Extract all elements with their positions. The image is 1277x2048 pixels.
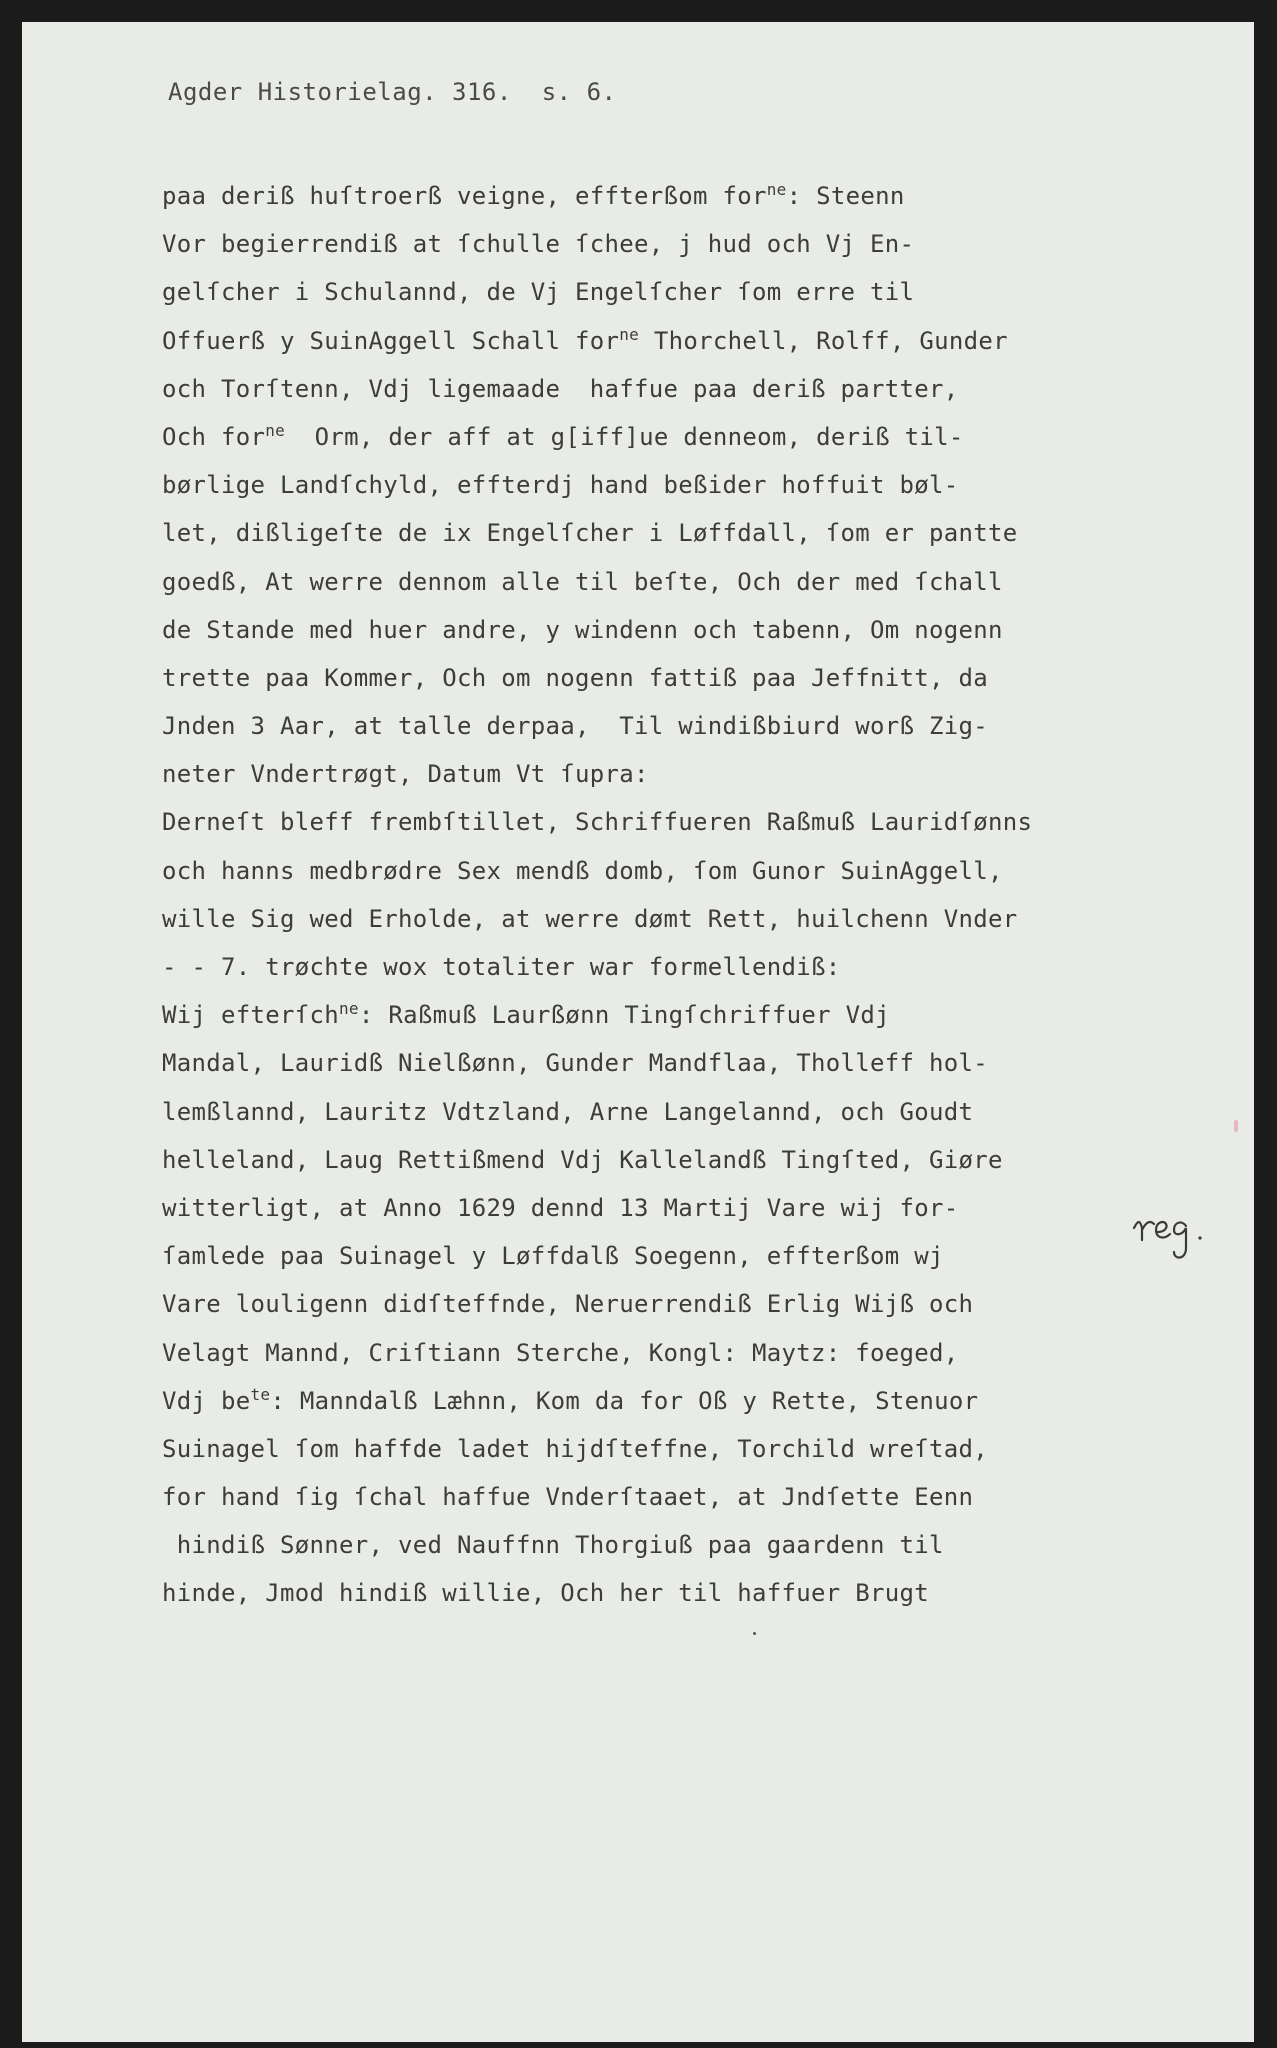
text-line: [162, 172, 1162, 220]
text-line: [162, 220, 1162, 268]
text-line: [162, 750, 1162, 798]
superscript-abbreviation: te: [250, 1384, 271, 1404]
text-line-segment: witterligt, at Anno 1629 dennd 13 Martij Vare wij for-: [162, 1193, 959, 1222]
text-line: [162, 1329, 1162, 1377]
document-page: [22, 22, 1254, 2042]
text-line-segment: gelſcher i Schulannd, de Vj Engelſcher ſom erre til: [162, 278, 915, 307]
text-line-segment: lemßlannd, Lauritz Vdtzland, Arne Langelannd, och Goudt: [162, 1097, 974, 1126]
text-line-segment: Orm, der aff at g[iff]ue denneom, deriß til-: [285, 422, 964, 451]
text-line: [162, 461, 1162, 509]
text-line: [162, 654, 1162, 702]
text-line: [162, 268, 1162, 316]
text-line: [162, 606, 1162, 654]
text-line-segment: børlige Landſchyld, effterdj hand beßider hoffuit bøl-: [162, 471, 959, 500]
text-line-segment: wille Sig wed Erholde, at werre dømt Rett, huilchenn Vnder: [162, 904, 1018, 933]
text-line: [162, 1136, 1162, 1184]
text-line: [162, 365, 1162, 413]
text-line: [162, 1039, 1162, 1087]
text-line-segment: neter Vndertrøgt, Datum Vt ſupra:: [162, 760, 649, 789]
superscript-abbreviation: ne: [339, 999, 359, 1019]
text-line-segment: : Raßmuß Laurßønn Tingſchriffuer Vdj: [358, 1001, 890, 1030]
text-line-segment: Velagt Mannd, Criſtiann Sterche, Kongl: Maytz: foeged,: [162, 1338, 959, 1367]
text-line: [162, 1280, 1162, 1328]
text-line-segment: for hand ſig ſchal haffue Vnderſtaaet, at Jndſette Eenn: [162, 1483, 974, 1512]
pink-margin-mark: [1234, 1120, 1238, 1132]
text-line-segment: paa deriß huſtroerß veigne, effterßom for: [162, 182, 767, 210]
text-line-segment: och hanns medbrødre Sex mendß domb, ſom Gunor SuinAggell,: [162, 856, 1003, 885]
text-line-segment: ſamlede paa Suinagel y Løffdalß Soegenn, effterßom wj: [162, 1242, 944, 1271]
text-line-segment: : Manndalß Læhnn, Kom da for Oß y Rette, Stenuor: [270, 1386, 979, 1415]
text-line-segment: Vdj be: [162, 1386, 251, 1415]
text-line-segment: Derneſt bleff frembſtillet, Schriffueren Raßmuß Lauridſønns: [162, 808, 1033, 837]
text-line: [162, 558, 1162, 606]
text-line: [162, 1521, 1162, 1569]
superscript-abbreviation: ne: [766, 180, 787, 199]
text-line-segment: de Stande med huer andre, y windenn och tabenn, Om nogenn: [162, 615, 1003, 644]
text-line-segment: Mandal, Lauridß Nielßønn, Gunder Mandflaa, Tholleff hol-: [162, 1049, 988, 1078]
text-line-segment: Wij efterſch: [162, 1001, 339, 1030]
text-line-segment: trette paa Kommer, Och om nogenn fattiß paa Jeffnitt, da: [162, 663, 988, 692]
page-header: Agder Historielag. 316. s. 6.: [168, 78, 617, 106]
text-line-segment: hinde, Jmod hindiß willie, Och her til haffuer Brugt: [162, 1579, 929, 1608]
text-line: [162, 1569, 1162, 1617]
text-line-segment: Vare louligenn didſteffnde, Neruerrendiß Erlig Wijß och: [162, 1290, 974, 1319]
transcription-body: [162, 172, 1162, 1618]
text-line: [162, 1088, 1162, 1136]
ink-dot: [753, 1632, 756, 1635]
text-line-segment: hindiß Sønner, ved Nauffnn Thorgiuß paa gaardenn til: [162, 1531, 944, 1560]
text-line-segment: let, dißligeſte de ix Engelſcher i Løffdall, ſom er pantte: [162, 519, 1018, 548]
text-line-segment: och Torſtenn, Vdj ligemaade haffue paa deriß partter,: [162, 374, 959, 403]
text-line-segment: : Steenn: [786, 182, 905, 210]
superscript-abbreviation: ne: [619, 324, 640, 344]
text-line-segment: Thorchell, Rolff, Gunder: [639, 326, 1008, 355]
text-line: [162, 895, 1162, 943]
text-line: [162, 1377, 1162, 1425]
text-line: [162, 413, 1162, 461]
superscript-abbreviation: ne: [265, 420, 286, 440]
text-line: [162, 1473, 1162, 1521]
text-line: [162, 847, 1162, 895]
text-line-segment: Jnden 3 Aar, at talle derpaa, Til windißbiurd worß Zig-: [162, 712, 988, 741]
text-line-segment: Och for: [162, 422, 266, 451]
text-line-segment: helleland, Laug Rettißmend Vdj Kallelandß Tingſted, Giøre: [162, 1145, 1003, 1174]
text-line: [162, 702, 1162, 750]
text-line-segment: - - 7. trøchte wox totaliter war formellendiß:: [162, 953, 841, 981]
text-line: [162, 943, 1162, 991]
text-line: [162, 509, 1162, 557]
text-line: [162, 991, 1162, 1039]
handwritten-margin-note: [1130, 1198, 1210, 1268]
text-line: [162, 1425, 1162, 1473]
text-line-segment: goedß, At werre dennom alle til beſte, Och der med ſchall: [162, 567, 1003, 596]
text-line: [162, 1232, 1162, 1280]
text-line-segment: Suinagel ſom haffde ladet hijdſteffne, Torchild wreſtad,: [162, 1434, 988, 1463]
text-line-segment: Vor begierrendiß at ſchulle ſchee, j hud och Vj En-: [162, 230, 915, 259]
text-line-segment: Offuerß y SuinAggell Schall for: [162, 326, 620, 355]
text-line: [162, 1184, 1162, 1232]
text-line: [162, 317, 1162, 365]
text-line: [162, 798, 1162, 846]
